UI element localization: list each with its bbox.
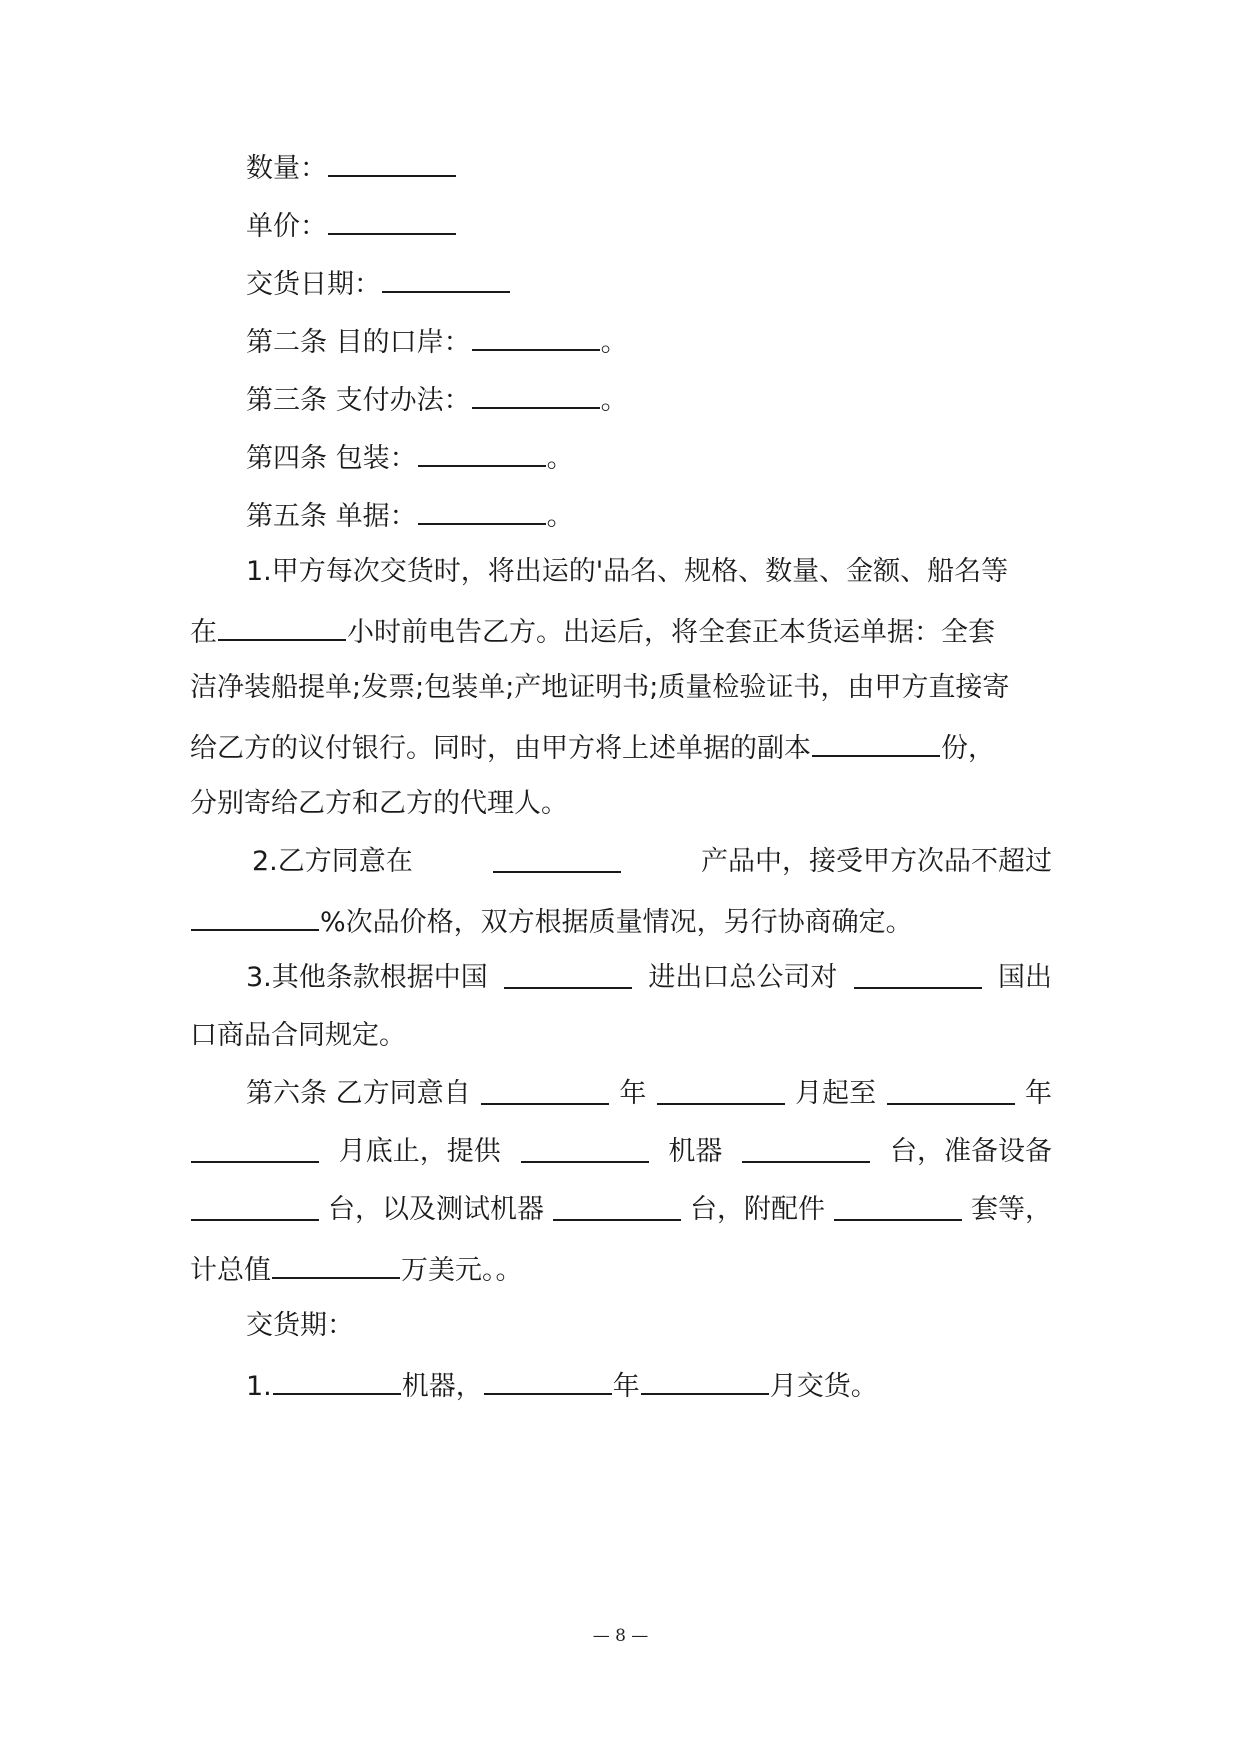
blank-field[interactable] (657, 1076, 785, 1105)
clause-1-line-1: 1.甲方每次交货时，将出运的'品名、规格、数量、金额、船名等 (246, 556, 1009, 587)
blank-field[interactable] (382, 264, 510, 293)
blank-field[interactable] (521, 1134, 649, 1163)
blank-field[interactable] (218, 612, 346, 641)
article-6-line-3: 台，以及测试机器 台，附配件 套等， (190, 1192, 1052, 1228)
blank-field[interactable] (418, 438, 546, 467)
blank-field[interactable] (273, 1366, 401, 1395)
clause-1-line-4: 给乙方的议付银行。同时，由甲方将上述单据的副本 份， (190, 728, 1052, 767)
delivery-date-line: 交货日期： (246, 264, 1241, 303)
blank-field[interactable] (191, 902, 319, 931)
clause-1-line-2: 在 小时前电告乙方。出运后，将全套正本货运单据：全套 (190, 612, 1052, 651)
blank-field[interactable] (472, 380, 600, 409)
blank-field[interactable] (191, 1192, 319, 1221)
article-3-line: 第三条 支付办法： 。 (246, 380, 1241, 419)
clause-3-line-1: 3.其他条款根据中国 进出口总公司对 国出 (246, 962, 1052, 993)
article-4-line: 第四条 包装： 。 (246, 438, 1241, 477)
blank-field[interactable] (418, 496, 546, 525)
blank-field[interactable] (191, 1134, 319, 1163)
article-5-line: 第五条 单据： 。 (246, 496, 1241, 535)
clause-1-line-3: 洁净装船提单;发票;包装单;产地证明书;质量检验证书，由甲方直接寄 (190, 672, 1010, 703)
blank-field[interactable] (504, 960, 632, 989)
page-number: — 8 — (592, 1626, 649, 1646)
clause-2-line-2: %次品价格，双方根据质量情况，另行协商确定。 (190, 902, 1052, 941)
blank-field[interactable] (834, 1192, 962, 1221)
blank-field[interactable] (812, 728, 940, 757)
clause-1-line-5: 分别寄给乙方和乙方的代理人。 (190, 788, 568, 819)
blank-field[interactable] (553, 1192, 681, 1221)
blank-field[interactable] (493, 844, 621, 873)
blank-field[interactable] (641, 1366, 769, 1395)
article-6-line-4: 计总值 万美元。。 (190, 1250, 1052, 1289)
blank-field[interactable] (328, 148, 456, 177)
blank-field[interactable] (887, 1076, 1015, 1105)
blank-field[interactable] (472, 322, 600, 351)
blank-field[interactable] (328, 206, 456, 235)
clause-3-line-2: 口商品合同规定。 (190, 1020, 406, 1051)
blank-field[interactable] (481, 1076, 609, 1105)
article-6-line-2: 月底止，提供 机器 台，准备设备 (190, 1134, 1052, 1170)
blank-field[interactable] (272, 1250, 400, 1279)
unit-price-line: 单价： (246, 206, 1241, 245)
blank-field[interactable] (484, 1366, 612, 1395)
blank-field[interactable] (742, 1134, 870, 1163)
article-2-line: 第二条 目的口岸： 。 (246, 322, 1241, 361)
delivery-period-heading: 交货期： (246, 1310, 354, 1341)
delivery-item-1: 1. 机器， 年 月交货。 (246, 1366, 1241, 1405)
article-6-line-1: 第六条 乙方同意自 年 月起至 年 (246, 1078, 1052, 1109)
blank-field[interactable] (854, 960, 982, 989)
clause-2-line-1: 2.乙方同意在 产品中，接受甲方次品不超过 (252, 846, 1052, 877)
quantity-line: 数量： (246, 148, 1241, 187)
